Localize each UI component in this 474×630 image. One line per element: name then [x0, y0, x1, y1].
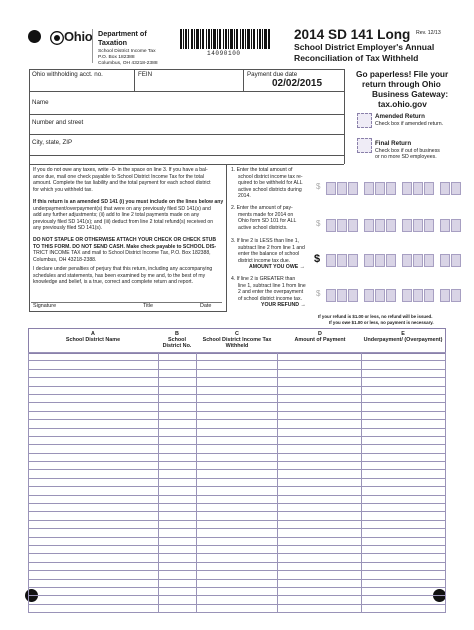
payment-cell[interactable]: [278, 420, 362, 428]
your-refund-label: YOUR REFUND →: [261, 302, 306, 308]
district-no-cell[interactable]: [158, 378, 196, 386]
tax-withheld-cell[interactable]: [196, 411, 278, 419]
under-over-cell[interactable]: [362, 462, 446, 470]
department-name-2: Taxation: [98, 38, 128, 47]
table-row: [29, 478, 446, 486]
district-name-cell[interactable]: [29, 596, 159, 604]
address-line-1: School District Income Tax: [98, 49, 156, 54]
district-no-cell[interactable]: [158, 369, 196, 377]
payment-cell[interactable]: [278, 520, 362, 528]
under-over-cell[interactable]: [362, 436, 446, 444]
table-row: [29, 529, 446, 537]
district-name-cell[interactable]: [29, 420, 159, 428]
acct-input[interactable]: [30, 79, 133, 90]
district-name-cell[interactable]: [29, 411, 159, 419]
tax-withheld-cell[interactable]: [196, 453, 278, 461]
district-name-cell[interactable]: [29, 537, 159, 545]
payment-cell[interactable]: [278, 386, 362, 394]
payment-cell[interactable]: [278, 353, 362, 361]
district-no-cell[interactable]: [158, 420, 196, 428]
department-name: Department of: [98, 29, 147, 38]
district-name-cell[interactable]: [29, 378, 159, 386]
line-1-amount-boxes[interactable]: [326, 182, 461, 195]
refund-note: If your refund is $1.00 or less, no refund will be issued.: [318, 314, 433, 319]
district-name-cell[interactable]: [29, 386, 159, 394]
tax-withheld-cell[interactable]: [196, 394, 278, 402]
payment-cell[interactable]: [278, 562, 362, 570]
paperless-line-2: return through Ohio: [362, 79, 441, 89]
line-1-dollar-sign: $: [316, 182, 321, 191]
tax-withheld-cell[interactable]: [196, 386, 278, 394]
payment-cell[interactable]: [278, 604, 362, 612]
district-no-cell[interactable]: [158, 579, 196, 587]
under-over-cell[interactable]: [362, 394, 446, 402]
district-name-cell[interactable]: [29, 512, 159, 520]
table-row: [29, 562, 446, 570]
tax-withheld-cell[interactable]: [196, 445, 278, 453]
district-no-cell[interactable]: [158, 537, 196, 545]
tax-withheld-cell[interactable]: [196, 353, 278, 361]
tax-withheld-cell[interactable]: [196, 571, 278, 579]
under-over-cell[interactable]: [362, 411, 446, 419]
district-name-cell[interactable]: [29, 520, 159, 528]
line-4-text: 4. If line 2 is GREATER than line 1, subtract line 1 from line 2 and enter the overpayment of school district income tax.: [231, 276, 306, 302]
payment-cell[interactable]: [278, 428, 362, 436]
district-name-cell[interactable]: [29, 462, 159, 470]
amended-return-text: Check box if amended return.: [375, 121, 444, 127]
line-2-amount-boxes[interactable]: [326, 219, 461, 232]
district-no-cell[interactable]: [158, 596, 196, 604]
ohio-seal-icon: [50, 31, 64, 45]
district-no-cell[interactable]: [158, 436, 196, 444]
payment-cell[interactable]: [278, 361, 362, 369]
payment-cell[interactable]: [278, 495, 362, 503]
district-name-cell[interactable]: [29, 529, 159, 537]
fein-label: FEIN: [138, 71, 153, 78]
payment-cell[interactable]: [278, 478, 362, 486]
district-name-cell[interactable]: [29, 487, 159, 495]
line-1-text: 1. Enter the total amount of school district income tax re- quired to be withheld for ALL active school districts during 2014.: [231, 167, 303, 200]
signature-label: Signature: [33, 303, 57, 309]
table-row: [29, 512, 446, 520]
date-label: Date: [200, 303, 212, 309]
tax-withheld-cell[interactable]: [196, 504, 278, 512]
final-return-text-1: Check box if out of business: [375, 148, 440, 154]
payment-cell[interactable]: [278, 529, 362, 537]
under-over-cell[interactable]: [362, 470, 446, 478]
column-e-header: E Underpayment/ (Overpayment): [363, 331, 443, 344]
tax-withheld-cell[interactable]: [196, 495, 278, 503]
table-row: [29, 504, 446, 512]
paperless-line-3: Business Gateway:: [372, 89, 449, 99]
ohio-logo: [50, 29, 93, 47]
tax-withheld-cell[interactable]: [196, 529, 278, 537]
under-over-cell[interactable]: [362, 420, 446, 428]
table-row: [29, 428, 446, 436]
table-row: [29, 495, 446, 503]
tax-withheld-cell[interactable]: [196, 596, 278, 604]
registration-mark-top-left: [28, 30, 41, 43]
payment-cell[interactable]: [278, 587, 362, 595]
district-no-cell[interactable]: [158, 571, 196, 579]
payment-cell[interactable]: [278, 470, 362, 478]
instructions-paragraph-1: If you do not owe any taxes, write -0- in the space on line 3. If you have a bal- ance due, mail one check payable to School District Income Tax for the total amount. Complete the tax liability and the total payment for each school district for which you withheld tax.: [33, 167, 211, 193]
district-name-cell[interactable]: [29, 394, 159, 402]
district-no-cell[interactable]: [158, 562, 196, 570]
payment-cell[interactable]: [278, 453, 362, 461]
under-over-cell[interactable]: [362, 495, 446, 503]
table-row: [29, 554, 446, 562]
form-subtitle-1: School District Employer's Annual: [294, 42, 435, 52]
table-row: [29, 394, 446, 402]
district-no-cell[interactable]: [158, 462, 196, 470]
under-over-cell[interactable]: [362, 545, 446, 553]
district-name-cell[interactable]: [29, 369, 159, 377]
district-no-cell[interactable]: [158, 520, 196, 528]
name-input[interactable]: [60, 95, 342, 112]
under-over-cell[interactable]: [362, 478, 446, 486]
district-name-cell[interactable]: [29, 428, 159, 436]
line-4-dollar-sign: $: [316, 289, 321, 298]
table-row: [29, 462, 446, 470]
tax-withheld-cell[interactable]: [196, 403, 278, 411]
schedule-table: [28, 352, 446, 613]
district-no-cell[interactable]: [158, 403, 196, 411]
amended-return-title: Amended Return: [375, 113, 425, 120]
column-c-header: C School District Income Tax Withheld: [202, 331, 272, 350]
under-over-cell[interactable]: [362, 487, 446, 495]
table-row: [29, 420, 446, 428]
acct-label: Ohio withholding acct. no.: [32, 71, 103, 78]
payment-cell[interactable]: [278, 462, 362, 470]
under-over-cell[interactable]: [362, 369, 446, 377]
under-over-cell[interactable]: [362, 604, 446, 612]
line-2-text: 2. Enter the amount of pay- ments made for 2014 on Ohio form SD 101 for ALL active school districts.: [231, 205, 297, 231]
table-row: [29, 520, 446, 528]
payment-cell[interactable]: [278, 571, 362, 579]
final-return-checkbox[interactable]: [357, 138, 372, 153]
line-4-amount-boxes[interactable]: [326, 289, 461, 302]
tax-withheld-cell[interactable]: [196, 420, 278, 428]
table-row: [29, 403, 446, 411]
district-name-cell[interactable]: [29, 470, 159, 478]
payment-cell[interactable]: [278, 378, 362, 386]
tax-withheld-cell[interactable]: [196, 436, 278, 444]
payment-cell[interactable]: [278, 554, 362, 562]
tax-withheld-cell[interactable]: [196, 562, 278, 570]
under-over-cell[interactable]: [362, 378, 446, 386]
district-no-cell[interactable]: [158, 428, 196, 436]
table-row: [29, 596, 446, 604]
tax-withheld-cell[interactable]: [196, 462, 278, 470]
final-return-title: Final Return: [375, 140, 412, 147]
district-no-cell[interactable]: [158, 487, 196, 495]
payment-cell[interactable]: [278, 487, 362, 495]
under-over-cell[interactable]: [362, 504, 446, 512]
table-row: [29, 361, 446, 369]
district-name-cell[interactable]: [29, 579, 159, 587]
under-over-cell[interactable]: [362, 554, 446, 562]
tax-withheld-cell[interactable]: [196, 520, 278, 528]
city-label: City, state, ZIP: [32, 139, 73, 146]
under-over-cell[interactable]: [362, 428, 446, 436]
district-name-cell[interactable]: [29, 545, 159, 553]
payment-cell[interactable]: [278, 512, 362, 520]
table-row: [29, 487, 446, 495]
column-a-header: A School District Name: [65, 331, 121, 344]
title-label: Title: [143, 303, 153, 309]
line-2-dollar-sign: $: [316, 219, 321, 228]
payment-cell[interactable]: [278, 394, 362, 402]
district-no-cell[interactable]: [158, 478, 196, 486]
payment-cell[interactable]: [278, 369, 362, 377]
table-row: [29, 545, 446, 553]
payment-cell[interactable]: [278, 537, 362, 545]
under-over-cell[interactable]: [362, 445, 446, 453]
district-name-cell[interactable]: [29, 445, 159, 453]
table-row: [29, 353, 446, 361]
district-name-cell[interactable]: [29, 403, 159, 411]
payment-cell[interactable]: [278, 403, 362, 411]
tax-withheld-cell[interactable]: [196, 545, 278, 553]
payment-cell[interactable]: [278, 545, 362, 553]
address-line-2: P.O. Box 182388: [98, 55, 135, 60]
under-over-cell[interactable]: [362, 520, 446, 528]
district-no-cell[interactable]: [158, 386, 196, 394]
instructions-paragraph-3: DO NOT STAPLE OR OTHERWISE ATTACH YOUR CHECK OR CHECK STUB TO THIS FORM. DO NOT SEND CASH. Make check payable to SCHOOL DIS- TRICT INCOME TAX and mail to School District Income Tax, P.O. Box 182388, Columbus, OH 43218-2388.: [33, 237, 217, 263]
district-no-cell[interactable]: [158, 453, 196, 461]
instructions-paragraph-4: I declare under penalties of perjury that this return, including any accompanying schedules and statements, has been examined by me and, to the best of my knowledge and belief, is a true, correct and complete return and report.: [33, 266, 213, 286]
final-return-text-2: or no more SD employees.: [375, 154, 437, 160]
address-line-3: Columbus, OH 43218-2388: [98, 61, 158, 66]
payment-cell[interactable]: [278, 579, 362, 587]
district-name-cell[interactable]: [29, 554, 159, 562]
district-no-cell[interactable]: [158, 445, 196, 453]
district-name-cell[interactable]: [29, 361, 159, 369]
district-no-cell[interactable]: [158, 504, 196, 512]
table-row: [29, 571, 446, 579]
amount-you-owe-label: AMOUNT YOU OWE →: [249, 264, 305, 270]
logo-text: Ohio: [64, 29, 93, 44]
revision-date: Rev. 12/13: [416, 30, 441, 36]
due-date-label: Payment due date: [247, 71, 298, 78]
district-no-cell[interactable]: [158, 470, 196, 478]
table-row: [29, 436, 446, 444]
tax-withheld-cell[interactable]: [196, 587, 278, 595]
district-no-cell[interactable]: [158, 587, 196, 595]
district-name-cell[interactable]: [29, 453, 159, 461]
district-no-cell[interactable]: [158, 353, 196, 361]
payment-cell[interactable]: [278, 411, 362, 419]
form-subtitle-2: Reconciliation of Tax Withheld: [294, 53, 419, 63]
table-row: [29, 378, 446, 386]
table-row: [29, 386, 446, 394]
under-over-cell[interactable]: [362, 562, 446, 570]
table-row: [29, 587, 446, 595]
fein-input[interactable]: [135, 79, 242, 90]
district-name-cell[interactable]: [29, 495, 159, 503]
street-label: Number and street: [32, 119, 84, 126]
paperless-line-1: Go paperless! File your: [356, 69, 449, 79]
line-3-text: 3. If line 2 is LESS than line 1, subtract line 2 from line 1 and enter the balance of school district income tax due.: [231, 238, 305, 264]
street-input[interactable]: [90, 116, 342, 132]
under-over-cell[interactable]: [362, 386, 446, 394]
district-name-cell[interactable]: [29, 478, 159, 486]
barcode: [180, 29, 270, 49]
tax-withheld-cell[interactable]: [196, 537, 278, 545]
payment-cell[interactable]: [278, 504, 362, 512]
table-row: [29, 470, 446, 478]
tax-withheld-cell[interactable]: [196, 554, 278, 562]
district-no-cell[interactable]: [158, 554, 196, 562]
district-name-cell[interactable]: [29, 604, 159, 612]
district-no-cell[interactable]: [158, 495, 196, 503]
table-row: [29, 369, 446, 377]
tax-withheld-cell[interactable]: [196, 361, 278, 369]
column-b-header: B School District No.: [162, 331, 192, 350]
district-no-cell[interactable]: [158, 545, 196, 553]
district-no-cell[interactable]: [158, 411, 196, 419]
amended-return-checkbox[interactable]: [357, 113, 372, 128]
district-no-cell[interactable]: [158, 604, 196, 612]
line-3-dollar-sign: $: [314, 253, 321, 265]
tax-withheld-cell[interactable]: [196, 478, 278, 486]
paperless-link[interactable]: tax.ohio.gov: [378, 99, 427, 109]
table-row: [29, 411, 446, 419]
under-over-cell[interactable]: [362, 453, 446, 461]
under-over-cell[interactable]: [362, 596, 446, 604]
under-over-cell[interactable]: [362, 587, 446, 595]
district-no-cell[interactable]: [158, 394, 196, 402]
due-date-value: 02/02/2015: [272, 78, 323, 89]
tax-withheld-cell[interactable]: [196, 378, 278, 386]
district-name-cell[interactable]: [29, 353, 159, 361]
under-over-cell[interactable]: [362, 529, 446, 537]
district-name-cell[interactable]: [29, 571, 159, 579]
under-over-cell[interactable]: [362, 353, 446, 361]
under-over-cell[interactable]: [362, 512, 446, 520]
tax-withheld-cell[interactable]: [196, 579, 278, 587]
table-row: [29, 604, 446, 612]
instructions-paragraph-2: If this return is an amended SD 141 (i) you must include on the lines below any underpayment/overpayment(s) that were on any previously filed SD 141(s) and add any further adjustments; (ii) add to line 2 total payments made on any previously filed SD 141(s); and (iii) deduct from line 2 total refund(s) received on any previously filed SD 141(s).: [33, 199, 224, 232]
tax-withheld-cell[interactable]: [196, 369, 278, 377]
district-name-cell[interactable]: [29, 436, 159, 444]
tax-withheld-cell[interactable]: [196, 512, 278, 520]
line-3-amount-boxes[interactable]: [326, 254, 461, 267]
under-over-cell[interactable]: [362, 403, 446, 411]
table-row: [29, 453, 446, 461]
tax-withheld-cell[interactable]: [196, 470, 278, 478]
city-input[interactable]: [82, 136, 342, 153]
payment-note: If you owe $1.00 or less, no payment is necessary.: [329, 320, 434, 325]
district-no-cell[interactable]: [158, 512, 196, 520]
payment-cell[interactable]: [278, 445, 362, 453]
district-name-cell[interactable]: [29, 562, 159, 570]
under-over-cell[interactable]: [362, 361, 446, 369]
district-no-cell[interactable]: [158, 529, 196, 537]
name-label: Name: [32, 99, 49, 106]
under-over-cell[interactable]: [362, 579, 446, 587]
payment-cell[interactable]: [278, 436, 362, 444]
district-name-cell[interactable]: [29, 504, 159, 512]
table-row: [29, 579, 446, 587]
barcode-number: 14090100: [207, 50, 241, 57]
district-no-cell[interactable]: [158, 361, 196, 369]
district-name-cell[interactable]: [29, 587, 159, 595]
tax-withheld-cell[interactable]: [196, 428, 278, 436]
table-row: [29, 537, 446, 545]
tax-withheld-cell[interactable]: [196, 604, 278, 612]
column-d-header: D Amount of Payment: [294, 331, 346, 344]
under-over-cell[interactable]: [362, 571, 446, 579]
form-title: 2014 SD 141 Long: [294, 27, 411, 42]
table-row: [29, 445, 446, 453]
tax-withheld-cell[interactable]: [196, 487, 278, 495]
payment-cell[interactable]: [278, 596, 362, 604]
under-over-cell[interactable]: [362, 537, 446, 545]
